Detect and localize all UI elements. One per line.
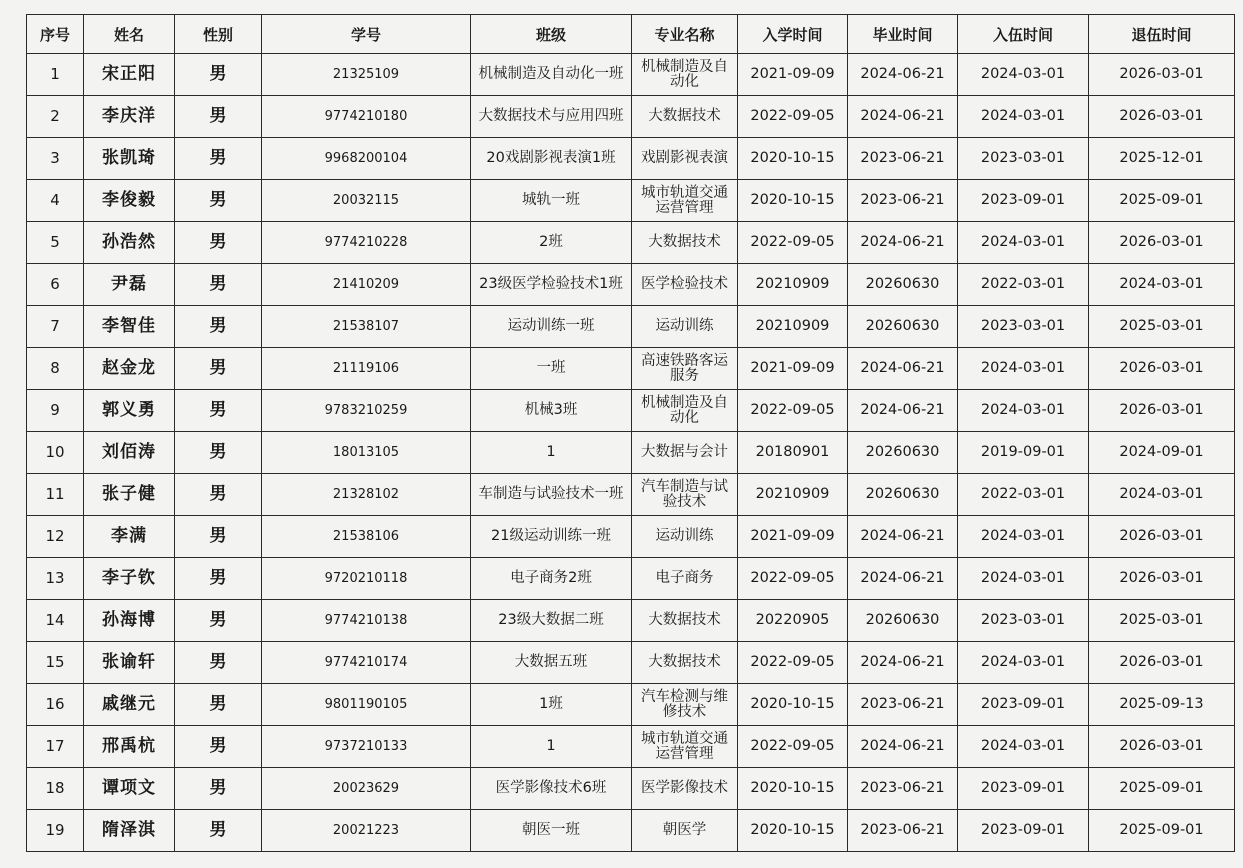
- row-index-cell: 19: [27, 810, 84, 852]
- class-cell: 车制造与试验技术一班: [471, 474, 632, 516]
- graduation-date-cell: 2024-06-21: [848, 726, 958, 768]
- table-row: [27, 642, 1235, 684]
- discharge-date-cell: 2026-03-01: [1089, 222, 1235, 264]
- row-index-cell: 12: [27, 516, 84, 558]
- student-id-cell: 20023629: [262, 768, 471, 810]
- student-id-cell: 21119106: [262, 348, 471, 390]
- student-id-cell: 9774210180: [262, 96, 471, 138]
- discharge-date-cell: 2025-09-01: [1089, 768, 1235, 810]
- enrollment-date-cell: 20210909: [738, 264, 848, 306]
- class-cell: 23级大数据二班: [471, 600, 632, 642]
- student-id-cell: 9968200104: [262, 138, 471, 180]
- name-cell: 张谕轩: [84, 642, 175, 684]
- discharge-date-cell: 2024-03-01: [1089, 264, 1235, 306]
- graduation-date-cell: 2024-06-21: [848, 222, 958, 264]
- table-row: [27, 810, 1235, 852]
- discharge-date-cell: 2025-09-01: [1089, 180, 1235, 222]
- name-cell: 隋泽淇: [84, 810, 175, 852]
- gender-cell: 男: [175, 348, 262, 390]
- enlistment-date-cell: 2023-09-01: [958, 768, 1089, 810]
- table-row: [27, 96, 1235, 138]
- table-row: [27, 264, 1235, 306]
- enrollment-date-cell: 2020-10-15: [738, 180, 848, 222]
- student-id-cell: 9774210174: [262, 642, 471, 684]
- enrollment-date-cell: 20180901: [738, 432, 848, 474]
- enlistment-date-cell: 2024-03-01: [958, 54, 1089, 96]
- graduation-date-cell: 2024-06-21: [848, 96, 958, 138]
- discharge-date-cell: 2025-03-01: [1089, 306, 1235, 348]
- class-cell: 2班: [471, 222, 632, 264]
- name-cell: 戚继元: [84, 684, 175, 726]
- enlistment-date-cell: 2023-09-01: [958, 684, 1089, 726]
- enlistment-date-cell: 2023-03-01: [958, 138, 1089, 180]
- graduation-date-cell: 2024-06-21: [848, 558, 958, 600]
- discharge-date-cell: 2025-03-01: [1089, 600, 1235, 642]
- graduation-date-cell: 20260630: [848, 264, 958, 306]
- table-row: [27, 600, 1235, 642]
- student-id-cell: 18013105: [262, 432, 471, 474]
- discharge-date-cell: 2024-03-01: [1089, 474, 1235, 516]
- enrollment-date-cell: 20210909: [738, 474, 848, 516]
- row-index-cell: 11: [27, 474, 84, 516]
- enrollment-date-cell: 2020-10-15: [738, 684, 848, 726]
- header-cell: 学号: [262, 15, 471, 54]
- row-index-cell: 14: [27, 600, 84, 642]
- header-row: [27, 15, 1235, 54]
- table-body: [27, 54, 1235, 852]
- student-id-cell: 21328102: [262, 474, 471, 516]
- enrollment-date-cell: 2022-09-05: [738, 96, 848, 138]
- gender-cell: 男: [175, 810, 262, 852]
- class-cell: 朝医一班: [471, 810, 632, 852]
- class-cell: 20戏剧影视表演1班: [471, 138, 632, 180]
- gender-cell: 男: [175, 432, 262, 474]
- enlistment-date-cell: 2024-03-01: [958, 558, 1089, 600]
- graduation-date-cell: 2023-06-21: [848, 684, 958, 726]
- major-cell: 大数据与会计: [632, 432, 738, 474]
- graduation-date-cell: 20260630: [848, 600, 958, 642]
- table-row: [27, 180, 1235, 222]
- table-row: [27, 222, 1235, 264]
- enrollment-date-cell: 2022-09-05: [738, 222, 848, 264]
- row-index-cell: 6: [27, 264, 84, 306]
- roster-sheet: [26, 14, 1234, 852]
- gender-cell: 男: [175, 180, 262, 222]
- gender-cell: 男: [175, 222, 262, 264]
- class-cell: 大数据技术与应用四班: [471, 96, 632, 138]
- student-id-cell: 9720210118: [262, 558, 471, 600]
- row-index-cell: 4: [27, 180, 84, 222]
- major-cell: 大数据技术: [632, 96, 738, 138]
- row-index-cell: 16: [27, 684, 84, 726]
- header-cell: 入学时间: [738, 15, 848, 54]
- gender-cell: 男: [175, 642, 262, 684]
- enlistment-date-cell: 2024-03-01: [958, 348, 1089, 390]
- enrollment-date-cell: 2021-09-09: [738, 516, 848, 558]
- gender-cell: 男: [175, 558, 262, 600]
- major-cell: 城市轨道交通运营管理: [632, 726, 738, 768]
- class-cell: 1班: [471, 684, 632, 726]
- row-index-cell: 15: [27, 642, 84, 684]
- graduation-date-cell: 20260630: [848, 474, 958, 516]
- name-cell: 张子健: [84, 474, 175, 516]
- major-cell: 电子商务: [632, 558, 738, 600]
- student-id-cell: 9783210259: [262, 390, 471, 432]
- graduation-date-cell: 2023-06-21: [848, 768, 958, 810]
- table-row: [27, 684, 1235, 726]
- graduation-date-cell: 2024-06-21: [848, 348, 958, 390]
- table-row: [27, 768, 1235, 810]
- enlistment-date-cell: 2024-03-01: [958, 222, 1089, 264]
- header-cell: 退伍时间: [1089, 15, 1235, 54]
- gender-cell: 男: [175, 390, 262, 432]
- header-cell: 姓名: [84, 15, 175, 54]
- enlistment-date-cell: 2024-03-01: [958, 96, 1089, 138]
- student-id-cell: 21538106: [262, 516, 471, 558]
- discharge-date-cell: 2025-09-01: [1089, 810, 1235, 852]
- name-cell: 谭项文: [84, 768, 175, 810]
- major-cell: 朝医学: [632, 810, 738, 852]
- graduation-date-cell: 2023-06-21: [848, 810, 958, 852]
- class-cell: 大数据五班: [471, 642, 632, 684]
- discharge-date-cell: 2026-03-01: [1089, 558, 1235, 600]
- enrollment-date-cell: 2021-09-09: [738, 348, 848, 390]
- name-cell: 宋正阳: [84, 54, 175, 96]
- row-index-cell: 10: [27, 432, 84, 474]
- major-cell: 机械制造及自动化: [632, 390, 738, 432]
- class-cell: 电子商务2班: [471, 558, 632, 600]
- table-row: [27, 474, 1235, 516]
- discharge-date-cell: 2026-03-01: [1089, 516, 1235, 558]
- table-row: [27, 138, 1235, 180]
- graduation-date-cell: 20260630: [848, 432, 958, 474]
- table-row: [27, 348, 1235, 390]
- major-cell: 戏剧影视表演: [632, 138, 738, 180]
- header-cell: 班级: [471, 15, 632, 54]
- row-index-cell: 18: [27, 768, 84, 810]
- student-id-cell: 9737210133: [262, 726, 471, 768]
- major-cell: 医学影像技术: [632, 768, 738, 810]
- enlistment-date-cell: 2024-03-01: [958, 726, 1089, 768]
- graduation-date-cell: 2024-06-21: [848, 54, 958, 96]
- enrollment-date-cell: 2020-10-15: [738, 810, 848, 852]
- name-cell: 尹磊: [84, 264, 175, 306]
- discharge-date-cell: 2024-09-01: [1089, 432, 1235, 474]
- enrollment-date-cell: 20220905: [738, 600, 848, 642]
- name-cell: 孙浩然: [84, 222, 175, 264]
- gender-cell: 男: [175, 474, 262, 516]
- row-index-cell: 7: [27, 306, 84, 348]
- graduation-date-cell: 2024-06-21: [848, 390, 958, 432]
- discharge-date-cell: 2026-03-01: [1089, 54, 1235, 96]
- major-cell: 运动训练: [632, 516, 738, 558]
- discharge-date-cell: 2026-03-01: [1089, 642, 1235, 684]
- discharge-date-cell: 2026-03-01: [1089, 348, 1235, 390]
- gender-cell: 男: [175, 138, 262, 180]
- class-cell: 21级运动训练一班: [471, 516, 632, 558]
- table-row: [27, 306, 1235, 348]
- enrollment-date-cell: 2022-09-05: [738, 390, 848, 432]
- table-row: [27, 390, 1235, 432]
- name-cell: 赵金龙: [84, 348, 175, 390]
- enrollment-date-cell: 2022-09-05: [738, 726, 848, 768]
- header-cell: 序号: [27, 15, 84, 54]
- row-index-cell: 8: [27, 348, 84, 390]
- header-cell: 入伍时间: [958, 15, 1089, 54]
- row-index-cell: 17: [27, 726, 84, 768]
- enrollment-date-cell: 2021-09-09: [738, 54, 848, 96]
- enlistment-date-cell: 2024-03-01: [958, 390, 1089, 432]
- student-id-cell: 20021223: [262, 810, 471, 852]
- class-cell: 23级医学检验技术1班: [471, 264, 632, 306]
- table-row: [27, 54, 1235, 96]
- name-cell: 邢禹杭: [84, 726, 175, 768]
- student-id-cell: 9774210138: [262, 600, 471, 642]
- name-cell: 李满: [84, 516, 175, 558]
- major-cell: 大数据技术: [632, 222, 738, 264]
- row-index-cell: 1: [27, 54, 84, 96]
- class-cell: 机械3班: [471, 390, 632, 432]
- class-cell: 医学影像技术6班: [471, 768, 632, 810]
- major-cell: 汽车检测与维修技术: [632, 684, 738, 726]
- name-cell: 李智佳: [84, 306, 175, 348]
- class-cell: 1: [471, 726, 632, 768]
- name-cell: 李俊毅: [84, 180, 175, 222]
- graduation-date-cell: 2024-06-21: [848, 516, 958, 558]
- discharge-date-cell: 2026-03-01: [1089, 96, 1235, 138]
- major-cell: 汽车制造与试验技术: [632, 474, 738, 516]
- gender-cell: 男: [175, 54, 262, 96]
- header-cell: 毕业时间: [848, 15, 958, 54]
- enrollment-date-cell: 2022-09-05: [738, 558, 848, 600]
- major-cell: 机械制造及自动化: [632, 54, 738, 96]
- row-index-cell: 2: [27, 96, 84, 138]
- enrollment-date-cell: 20210909: [738, 306, 848, 348]
- class-cell: 城轨一班: [471, 180, 632, 222]
- class-cell: 1: [471, 432, 632, 474]
- class-cell: 一班: [471, 348, 632, 390]
- enlistment-date-cell: 2023-03-01: [958, 306, 1089, 348]
- gender-cell: 男: [175, 264, 262, 306]
- major-cell: 大数据技术: [632, 642, 738, 684]
- major-cell: 大数据技术: [632, 600, 738, 642]
- name-cell: 张凯琦: [84, 138, 175, 180]
- enlistment-date-cell: 2022-03-01: [958, 474, 1089, 516]
- enlistment-date-cell: 2024-03-01: [958, 642, 1089, 684]
- name-cell: 李子钦: [84, 558, 175, 600]
- gender-cell: 男: [175, 306, 262, 348]
- discharge-date-cell: 2025-12-01: [1089, 138, 1235, 180]
- table-row: [27, 726, 1235, 768]
- student-id-cell: 9774210228: [262, 222, 471, 264]
- discharge-date-cell: 2026-03-01: [1089, 390, 1235, 432]
- class-cell: 运动训练一班: [471, 306, 632, 348]
- gender-cell: 男: [175, 768, 262, 810]
- gender-cell: 男: [175, 726, 262, 768]
- student-id-cell: 21538107: [262, 306, 471, 348]
- student-id-cell: 21410209: [262, 264, 471, 306]
- enrollment-date-cell: 2020-10-15: [738, 138, 848, 180]
- enrollment-date-cell: 2020-10-15: [738, 768, 848, 810]
- student-id-cell: 9801190105: [262, 684, 471, 726]
- enlistment-date-cell: 2022-03-01: [958, 264, 1089, 306]
- name-cell: 郭义勇: [84, 390, 175, 432]
- table-row: [27, 432, 1235, 474]
- name-cell: 孙海博: [84, 600, 175, 642]
- major-cell: 医学检验技术: [632, 264, 738, 306]
- enlistment-date-cell: 2024-03-01: [958, 516, 1089, 558]
- header-cell: 专业名称: [632, 15, 738, 54]
- enlistment-date-cell: 2019-09-01: [958, 432, 1089, 474]
- table-row: [27, 558, 1235, 600]
- graduation-date-cell: 20260630: [848, 306, 958, 348]
- graduation-date-cell: 2024-06-21: [848, 642, 958, 684]
- gender-cell: 男: [175, 516, 262, 558]
- major-cell: 运动训练: [632, 306, 738, 348]
- name-cell: 李庆洋: [84, 96, 175, 138]
- discharge-date-cell: 2026-03-01: [1089, 726, 1235, 768]
- graduation-date-cell: 2023-06-21: [848, 180, 958, 222]
- enlistment-date-cell: 2023-03-01: [958, 600, 1089, 642]
- enlistment-date-cell: 2023-09-01: [958, 180, 1089, 222]
- header-cell: 性别: [175, 15, 262, 54]
- row-index-cell: 13: [27, 558, 84, 600]
- enlistment-date-cell: 2023-09-01: [958, 810, 1089, 852]
- student-id-cell: 21325109: [262, 54, 471, 96]
- discharge-date-cell: 2025-09-13: [1089, 684, 1235, 726]
- name-cell: 刘佰涛: [84, 432, 175, 474]
- row-index-cell: 5: [27, 222, 84, 264]
- major-cell: 城市轨道交通运营管理: [632, 180, 738, 222]
- row-index-cell: 3: [27, 138, 84, 180]
- row-index-cell: 9: [27, 390, 84, 432]
- gender-cell: 男: [175, 684, 262, 726]
- roster-table: [26, 14, 1235, 852]
- table-row: [27, 516, 1235, 558]
- student-id-cell: 20032115: [262, 180, 471, 222]
- gender-cell: 男: [175, 600, 262, 642]
- major-cell: 高速铁路客运服务: [632, 348, 738, 390]
- enrollment-date-cell: 2022-09-05: [738, 642, 848, 684]
- class-cell: 机械制造及自动化一班: [471, 54, 632, 96]
- graduation-date-cell: 2023-06-21: [848, 138, 958, 180]
- gender-cell: 男: [175, 96, 262, 138]
